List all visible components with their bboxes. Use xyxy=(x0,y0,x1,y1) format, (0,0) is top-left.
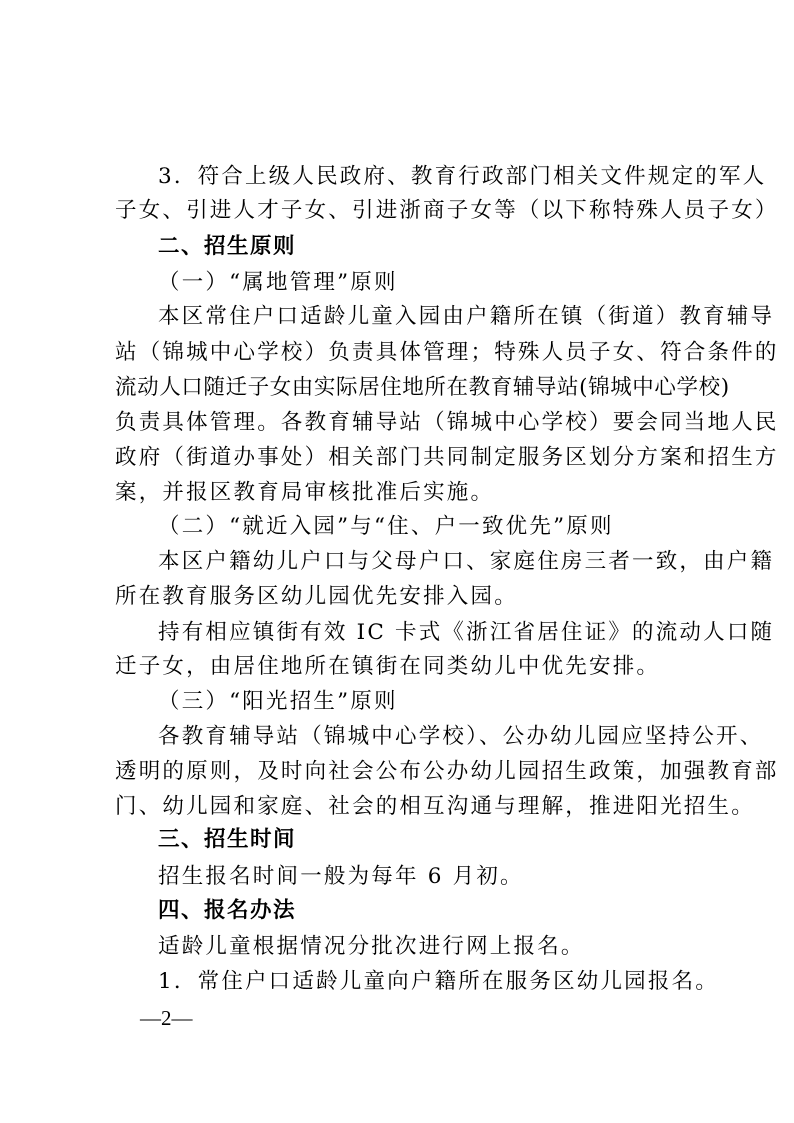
paragraph-line: 门、幼儿园和家庭、社会的相互沟通与理解，推进阳光招生。 xyxy=(115,794,755,819)
paragraph-line: 本区常住户口适龄儿童入园由户籍所在镇（街道）教育辅导 xyxy=(158,304,775,329)
paragraph-line: 招生报名时间一般为每年 6 月初。 xyxy=(158,864,524,889)
paragraph-line: 适龄儿童根据情况分批次进行网上报名。 xyxy=(158,934,585,959)
paragraph-line: 流动人口随迁子女由实际居住地所在教育辅导站(锦城中心学校) xyxy=(115,375,730,400)
paragraph-line: 迁子女，由居住地所在镇街在同类幼儿中优先安排。 xyxy=(115,654,661,679)
paragraph-line: 政府（街道办事处）相关部门共同制定服务区划分方案和招生方 xyxy=(115,445,779,470)
subsection-heading: （三）“阳光招生”原则 xyxy=(158,689,398,714)
paragraph-line: 各教育辅导站（锦城中心学校）、公办幼儿园应坚持公开、 xyxy=(158,724,764,749)
paragraph-line: 持有相应镇街有效 IC 卡式《浙江省居住证》的流动人口随 xyxy=(158,620,775,645)
subsection-heading: （二）“就近入园”与“住、户一致优先”原则 xyxy=(158,514,614,539)
page-number: —2— xyxy=(140,1006,193,1030)
paragraph-line: 3．符合上级人民政府、教育行政部门相关文件规定的军人 xyxy=(158,164,767,189)
paragraph-line: 子女、引进人才子女、引进浙商子女等（以下称特殊人员子女） xyxy=(115,198,779,223)
paragraph-line: 案，并报区教育局审核批准后实施。 xyxy=(115,480,495,505)
paragraph-line: 本区户籍幼儿户口与父母户口、家庭住房三者一致，由户籍 xyxy=(158,549,775,574)
section-heading: 四、报名办法 xyxy=(158,898,297,923)
section-heading: 二、招生原则 xyxy=(158,234,297,259)
paragraph-line: 负责具体管理。各教育辅导站（锦城中心学校）要会同当地人民 xyxy=(115,410,779,435)
paragraph-line: 1．常住户口适龄儿童向户籍所在服务区幼儿园报名。 xyxy=(158,969,719,994)
paragraph-line: 透明的原则，及时向社会公布公办幼儿园招生政策，加强教育部 xyxy=(115,759,779,784)
paragraph-line: 所在教育服务区幼儿园优先安排入园。 xyxy=(115,584,518,609)
paragraph-line: 站（锦城中心学校）负责具体管理；特殊人员子女、符合条件的 xyxy=(115,340,779,365)
section-heading: 三、招生时间 xyxy=(158,827,297,852)
subsection-heading: （一）“属地管理”原则 xyxy=(158,270,398,295)
